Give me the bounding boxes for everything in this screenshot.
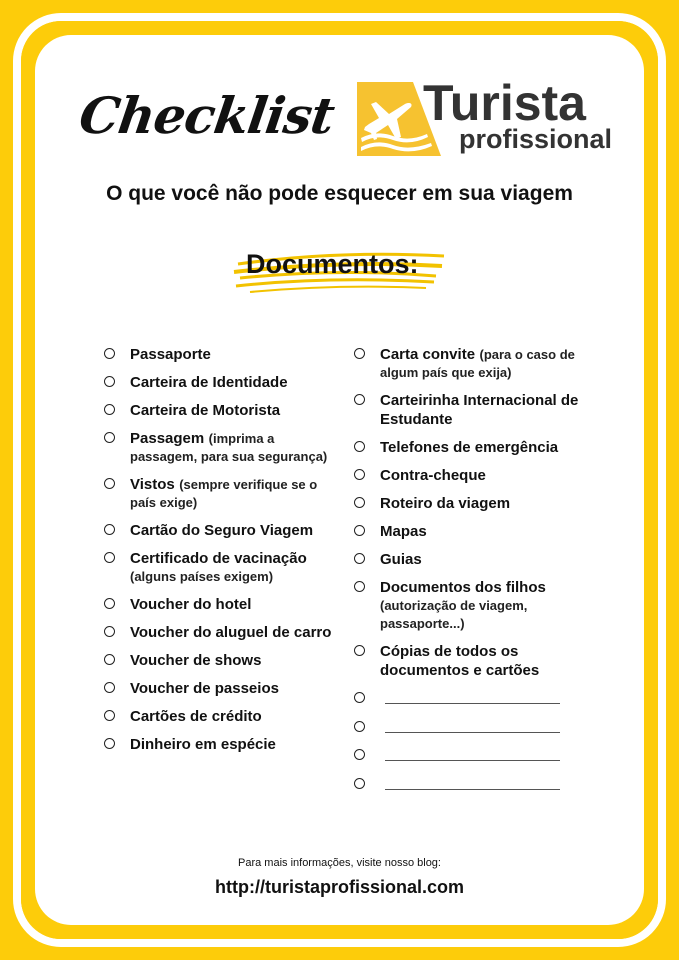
checkbox-circle-icon[interactable] [354,645,365,656]
checkbox-circle-icon[interactable] [104,404,115,415]
checkbox-circle-icon[interactable] [354,553,365,564]
item-label: Documentos dos filhos [380,579,546,596]
checklist-item[interactable] [354,578,594,633]
item-label: Contra-cheque [380,467,486,484]
checkbox-circle-icon[interactable] [354,778,365,789]
write-in-line[interactable] [385,703,560,704]
checkbox-circle-icon[interactable] [104,348,115,359]
item-label: Carta convite [380,346,476,363]
item-note: (sempre verifique se o país exige) [130,477,318,510]
checklist-item[interactable] [354,466,594,485]
item-label: Carteirinha Internacional de Estudante [380,392,579,428]
checklist-item[interactable] [104,475,334,512]
checklist-item[interactable] [104,549,334,586]
checkbox-circle-icon[interactable] [354,525,365,536]
logo-subname: profissional [459,124,613,154]
item-label: Dinheiro em espécie [130,736,276,753]
checklist-item[interactable] [354,438,594,457]
checklist-item[interactable] [104,521,334,540]
checkbox-circle-icon[interactable] [104,478,115,489]
checklist-item[interactable] [104,623,334,642]
checkbox-circle-icon[interactable] [354,441,365,452]
item-label: Carteira de Identidade [130,374,288,391]
item-label: Telefones de emergência [380,439,559,456]
section-title: Documentos: [246,249,419,279]
item-label: Passagem [130,430,205,447]
checklist-item[interactable] [104,373,334,392]
checklist-right-column [354,345,594,803]
checklist-item[interactable] [104,429,334,466]
checklist-item[interactable] [354,522,594,541]
checkbox-circle-icon[interactable] [354,348,365,359]
item-label: Voucher de passeios [130,680,279,697]
checklist-item[interactable] [104,651,334,670]
item-label: Cópias de todos os documentos e cartões [380,643,540,679]
item-label: Mapas [380,523,427,540]
checklist-item[interactable] [354,494,594,513]
blank-checklist-item[interactable] [354,718,594,739]
section-heading [230,246,450,296]
checklist-item[interactable] [104,345,334,364]
item-label: Voucher do aluguel de carro [130,624,332,641]
checkbox-circle-icon[interactable] [354,497,365,508]
checkbox-circle-icon[interactable] [104,710,115,721]
item-label: Certificado de vacinação [130,550,307,567]
checklist-item[interactable] [354,642,594,680]
checkbox-circle-icon[interactable] [104,524,115,535]
checkbox-circle-icon[interactable] [354,721,365,732]
checklist-item[interactable] [104,401,334,420]
brand-logo [355,75,615,160]
checkbox-circle-icon[interactable] [104,552,115,563]
item-label: Voucher do hotel [130,596,252,613]
logo-name: Turista [423,75,586,131]
footer-note: Para mais informações, visite nosso blog: [238,857,441,869]
blank-checklist-item[interactable] [354,775,594,796]
checkbox-circle-icon[interactable] [104,626,115,637]
item-note: (alguns países exigem) [130,569,274,584]
checkbox-circle-icon[interactable] [354,394,365,405]
checkbox-circle-icon[interactable] [354,581,365,592]
checkbox-circle-icon[interactable] [104,376,115,387]
checkbox-circle-icon[interactable] [354,749,365,760]
blog-link[interactable]: http://turistaprofissional.com [214,877,464,897]
checklist-item[interactable] [104,679,334,698]
blank-checklist-item[interactable] [354,746,594,767]
checkbox-circle-icon[interactable] [104,738,115,749]
write-in-line[interactable] [385,760,560,761]
write-in-line[interactable] [385,789,560,790]
item-label: Vistos [130,476,175,493]
item-label: Guias [380,551,422,568]
checklist-item[interactable] [104,595,334,614]
page-subtitle: O que você não pode esquecer em sua viagem [106,182,573,205]
item-label: Passaporte [130,346,211,363]
write-in-line[interactable] [385,732,560,733]
checkbox-circle-icon[interactable] [354,692,365,703]
checklist-item[interactable] [354,391,594,429]
checkbox-circle-icon[interactable] [104,682,115,693]
checklist-item[interactable] [354,345,594,382]
checkbox-circle-icon[interactable] [104,654,115,665]
item-label: Cartões de crédito [130,708,262,725]
item-note: (para o caso de algum país que exija) [380,347,575,380]
item-label: Voucher de shows [130,652,262,669]
checklist-item[interactable] [104,707,334,726]
checklist-title: Checklist [75,86,338,145]
item-note: (autorização de viagem, passaporte...) [380,598,528,631]
item-label: Cartão do Seguro Viagem [130,522,314,539]
item-note: (imprima a passagem, para sua segurança) [130,431,328,464]
checkbox-circle-icon[interactable] [104,598,115,609]
blank-checklist-item[interactable] [354,689,594,710]
checkbox-circle-icon[interactable] [354,469,365,480]
item-label: Carteira de Motorista [130,402,281,419]
checklist-item[interactable] [354,550,594,569]
item-label: Roteiro da viagem [380,495,511,512]
checklist-item[interactable] [104,735,334,754]
checklist-left-column [104,345,334,763]
checkbox-circle-icon[interactable] [104,432,115,443]
